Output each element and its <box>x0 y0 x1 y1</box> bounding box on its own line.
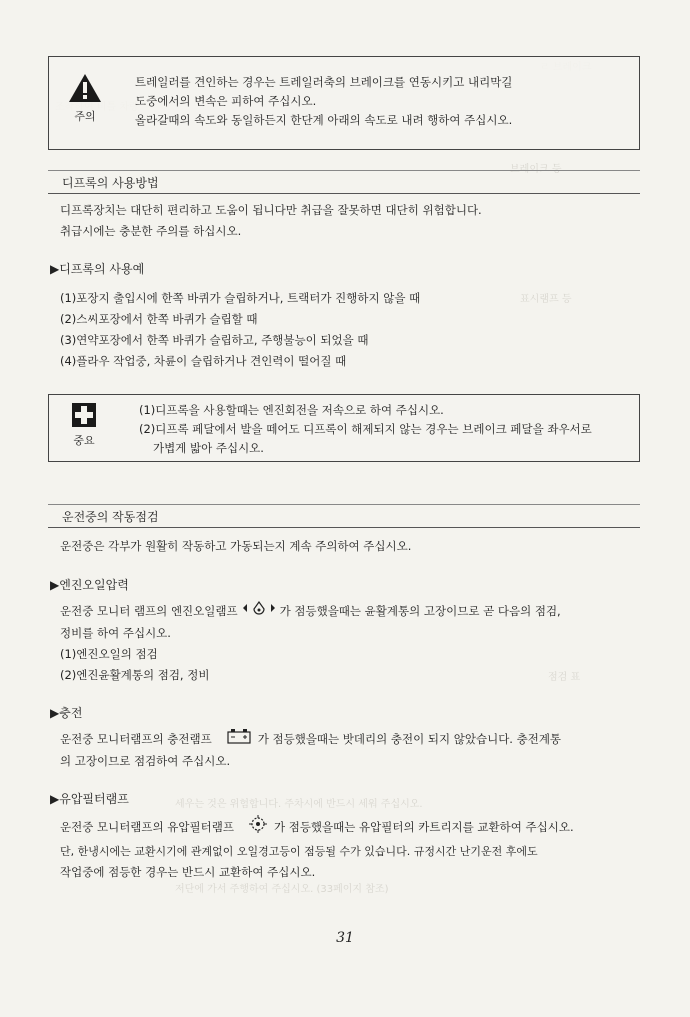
caution-box <box>48 56 640 150</box>
subheading-engine-oil-pressure: ▶엔진오일압력 <box>50 578 129 592</box>
paragraph-line <box>60 600 620 623</box>
text-segment: 운전중 모니터램프의 유압필터램프 <box>60 820 234 834</box>
page-number: 31 <box>336 930 354 946</box>
paragraph-line: 취급시에는 충분한 주의를 하십시오. <box>60 224 242 238</box>
caution-line: 도중에서의 변속은 피하여 주십시오. <box>135 94 317 108</box>
bleed-through-text: 브레이크 등 <box>510 164 562 175</box>
important-icon-column <box>49 403 119 448</box>
subheading-usage-examples: ▶디프록의 사용예 <box>50 262 145 276</box>
important-box <box>48 394 640 462</box>
bleed-through-text: 표시램프 등 <box>520 294 572 305</box>
paragraph-line: 디프록장치는 대단히 편리하고 도움이 됩니다만 취급을 잘못하면 대단히 위험합니다. <box>60 203 482 217</box>
list-item: (2)스씨포장에서 한쪽 바퀴가 슬립할 때 <box>60 312 258 326</box>
subheading-charging: ▶충전 <box>50 706 83 720</box>
list-item: (1)포장지 출입시에 한쪽 바퀴가 슬립하거나, 트랙터가 진행하지 않을 때 <box>60 291 421 305</box>
section-title: 운전중의 작동점검 <box>62 510 159 524</box>
caution-text <box>135 73 512 130</box>
section-header-inspection <box>48 504 640 528</box>
text-segment: 가 점등했을때는 밧데리의 충전이 되지 않았습니다. 충전계통 <box>257 732 562 746</box>
section-header-diff-lock <box>48 170 640 194</box>
text-segment: 가 점등했을때는 윤활계통의 고장이므로 곧 다음의 점검, <box>279 604 561 618</box>
paragraph-line: 정비를 하여 주십시오. <box>60 626 171 640</box>
oil-filter-lamp-icon <box>248 814 268 841</box>
caution-line: 올라갈때의 속도와 동일하든지 한단계 아래의 속도로 내려 행하여 주십시오. <box>135 113 513 127</box>
warning-triangle-icon <box>68 73 102 103</box>
caution-icon-column <box>49 73 121 124</box>
caution-label: 주의 <box>74 110 96 123</box>
caution-line: 트레일러를 견인하는 경우는 트레일러축의 브레이크를 연동시키고 내리막길 <box>135 75 513 89</box>
battery-lamp-icon <box>226 728 252 751</box>
bleed-through-text: 점검 표 <box>548 672 581 683</box>
important-label: 중요 <box>73 434 95 447</box>
paragraph-line: 의 고장이므로 점검하여 주십시오. <box>60 754 231 768</box>
list-item: (1)엔진오일의 점검 <box>60 647 158 661</box>
usage-examples-list <box>60 288 620 372</box>
text-segment: 가 점등했을때는 유압필터의 카트리지를 교환하여 주십시오. <box>273 820 574 834</box>
important-cross-icon <box>72 403 96 427</box>
charging-paragraph <box>60 728 620 772</box>
important-line: (1)디프록을 사용할때는 엔진회전을 저속으로 하여 주십시오. <box>139 403 444 417</box>
bleed-through-text: 저단에 가서 주행하여 주십시오. (33페이지 참조) <box>175 884 389 895</box>
section-title: 디프록의 사용방법 <box>62 176 159 190</box>
text-segment: 운전중 모니터램프의 충전램프 <box>60 732 212 746</box>
diff-lock-intro <box>60 200 620 242</box>
paragraph-line <box>60 728 620 751</box>
oil-filter-paragraph <box>60 814 620 883</box>
text-segment: 운전중 모니터 램프의 엔진오일램프 <box>60 604 238 618</box>
oil-lamp-icon <box>241 600 277 623</box>
bleed-through-text: 세우는 것은 위험합니다. 주차시에 반드시 세워 주십시오. <box>175 799 423 810</box>
inspection-intro: 운전중은 각부가 원활히 작동하고 가동되는지 계속 주의하여 주십시오. <box>60 539 412 553</box>
engine-oil-paragraph <box>60 600 620 686</box>
important-text <box>139 401 592 458</box>
important-line: (2)디프록 페달에서 발을 떼어도 디프록이 해제되지 않는 경우는 브레이크 페달을 좌우서로 <box>139 422 592 436</box>
important-line: 가볍게 밟아 주십시오. <box>153 441 264 455</box>
list-item: (2)엔진윤활계통의 점검, 정비 <box>60 668 210 682</box>
subheading-oil-filter-lamp: ▶유압필터램프 <box>50 792 129 806</box>
paragraph-line: 단, 한냉시에는 교환시기에 관계없이 오일경고등이 점등될 수가 있습니다. 규정시간 난기운전 후에도 <box>60 845 538 858</box>
paragraph-line <box>60 814 620 841</box>
list-item: (3)연약포장에서 한쪽 바퀴가 슬립하고, 주행불능이 되었을 때 <box>60 333 369 347</box>
list-item: (4)플라우 작업중, 차륜이 슬립하거나 견인력이 떨어질 때 <box>60 354 347 368</box>
paragraph-line: 작업중에 점등한 경우는 반드시 교환하여 주십시오. <box>60 865 316 879</box>
